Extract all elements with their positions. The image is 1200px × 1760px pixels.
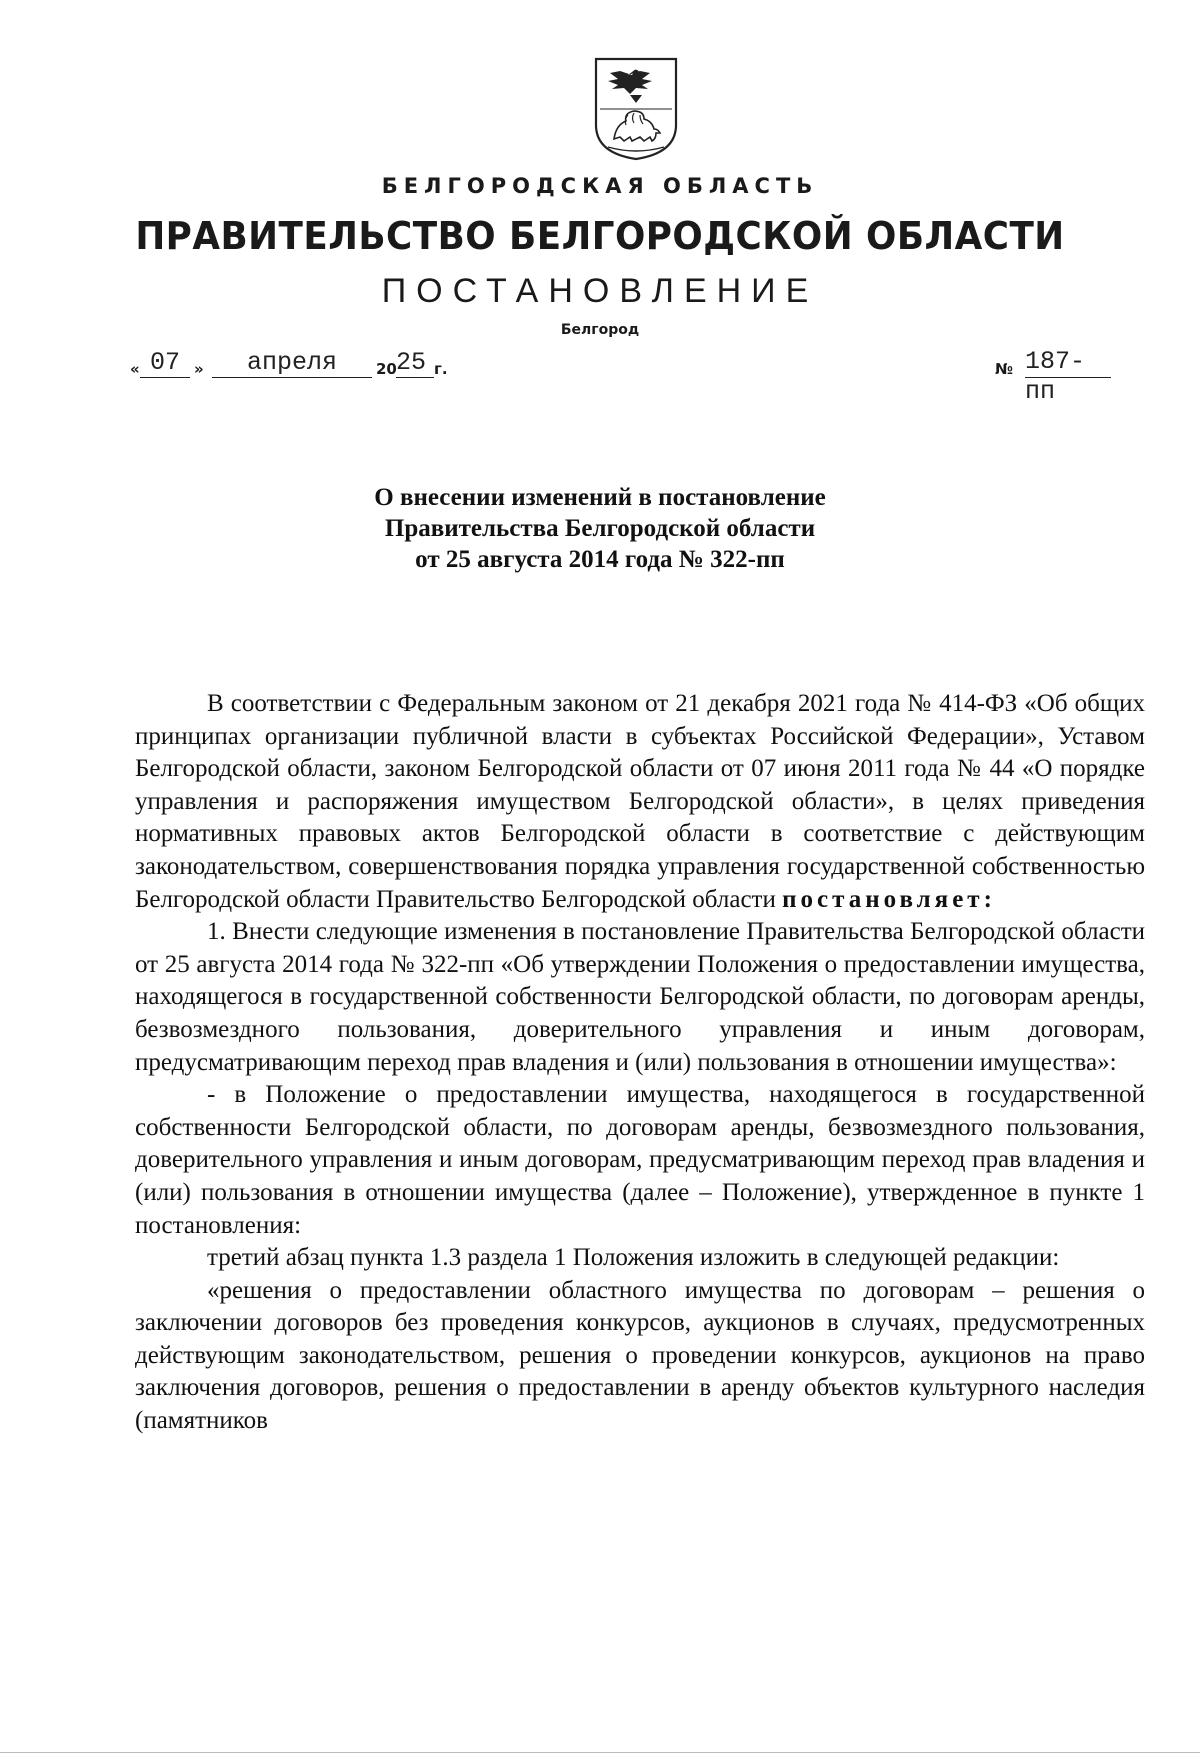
document-body: [135, 688, 1145, 1438]
date-day: 07: [140, 349, 190, 378]
date-month: апреля: [212, 349, 372, 378]
number-label: №: [995, 360, 1014, 378]
title-line: Правительства Белгородской области: [384, 515, 816, 542]
date-century: 20: [376, 360, 397, 378]
third-paragraph-instruction: третий абзац пункта 1.3 раздела 1 Положения изложить в следующей редакции:: [207, 1244, 1060, 1272]
decree-word: постановляет:: [782, 885, 996, 913]
date-year: 25: [396, 349, 434, 378]
date-year-suffix: г.: [434, 360, 448, 378]
coat-of-arms-emblem: [592, 55, 680, 161]
city-label: Белгород: [560, 322, 640, 338]
date-close-quote: »: [194, 360, 204, 378]
bottom-edge-line: [0, 1752, 1200, 1753]
title-line: О внесении изменений в постановление: [374, 484, 826, 511]
preamble-paragraph: [135, 688, 1145, 916]
title-line: от 25 августа 2014 года № 322-пп: [415, 546, 785, 573]
government-title: ПРАВИТЕЛЬСТВО БЕЛГОРОДСКОЙ ОБЛАСТИ: [135, 214, 1065, 258]
document-type: ПОСТАНОВЛЕНИЕ: [381, 272, 819, 310]
quoted-new-text: «решения о предоставлении областного имущества по договорам – решения о заключении договоров без проведения конкурсов, аукционов в случаях, предусмотренных действующим законодательством, решения о проведении конкурсов, аукционов на право заключения договоров, решения о предоставлении в аренду объектов культурного наследия (памятников: [135, 1276, 1145, 1435]
date-open-quote: «: [130, 360, 140, 378]
document-title: [0, 482, 1200, 575]
dash-item-paragraph: - в Положение о предоставлении имущества, находящегося в государственной собственности Белгородской области, по договорам аренды, безвозмездного пользования, доверительного управления и иным договорам, предусматривающим переход прав владения и (или) пользования в отношении имущества (далее – Положение), утвержденное в пункте 1 постановления:: [135, 1081, 1145, 1239]
preamble-text: В соответствии с Федеральным законом от 21 декабря 2021 года № 414-ФЗ «Об общих принципах организации публичной власти в субъектах Российской Федерации», Уставом Белгородской области, законом Белгородской области от 07 июня 2011 года № 44 «О порядке управления и распоряжения имуществом Белгородской области», в целях приведения нормативных правовых актов Белгородской области в соответствие с действующим законодательством, совершенствования порядка управления государственной собственностью Белгородской области Правительство Белгородской области: [135, 690, 1145, 913]
number-value: 187-пп: [1025, 347, 1111, 378]
region-label: БЕЛГОРОДСКАЯ ОБЛАСТЬ: [381, 174, 819, 198]
item-1-paragraph: 1. Внести следующие изменения в постановление Правительства Белгородской области от 25 августа 2014 года № 322-пп «Об утверждении Положения о предоставлении имущества, находящегося в государственной собственности Белгородской области, по договорам аренды, безвозмездного пользования, доверительного управления и иным договорам, предусматривающим переход прав владения и (или) пользования в отношении имущества»:: [135, 918, 1145, 1076]
